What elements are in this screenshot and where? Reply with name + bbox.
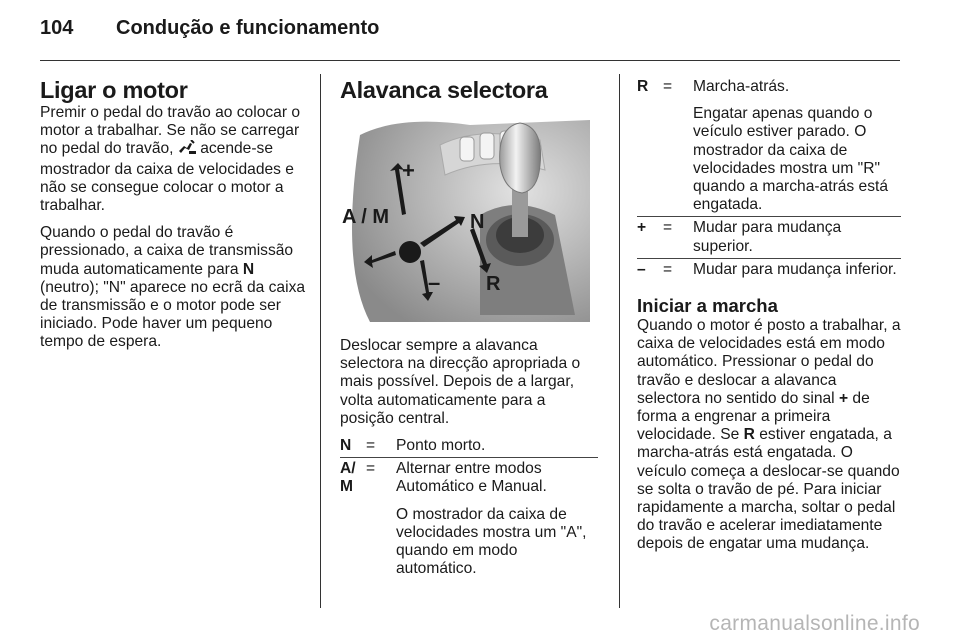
label-plus: + xyxy=(402,158,415,183)
definition-text: Mudar para mudança superior. xyxy=(693,219,842,255)
column-ligar-o-motor xyxy=(40,76,306,361)
paragraph-brake-warning xyxy=(40,104,306,215)
definition-list-n-am xyxy=(340,437,598,587)
paragraph-start-driving xyxy=(637,317,901,554)
definition-text: Mudar para mudança inferior. xyxy=(693,260,897,278)
definition-text: Marcha-atrás. xyxy=(693,78,790,95)
definition-text: Ponto morto. xyxy=(396,437,486,455)
text-run: Quando o motor é posto a trabalhar, a caixa de velocidades está em modo automático. Pressionar o pedal do travão e deslocar a alavanca selectora no sentido do sinal xyxy=(637,317,901,407)
definition-equals: = xyxy=(663,78,693,217)
definition-key: N xyxy=(340,437,366,458)
definition-list-r-plus-minus xyxy=(637,78,901,279)
definition-equals: = xyxy=(663,260,673,278)
text-run: estiver engatada, a marcha-atrás está engatada. O veículo começa a deslocar-se quando se solta o travão de pé. Para iniciar rapidamente a marcha, soltar o pedal do travão e acelerar imediatamente depois de engatar uma mudança. xyxy=(637,426,900,553)
definition-row-n xyxy=(340,437,598,458)
definition-equals: = xyxy=(366,460,376,478)
page-number: 104 xyxy=(40,17,74,39)
text-run: de forma a engrenar a primeira velocidade. Se xyxy=(637,389,870,444)
section-heading-alavanca-selectora: Alavanca selectora xyxy=(340,77,548,103)
label-minus: – xyxy=(428,270,441,295)
text-run: Quando o pedal do travão é pressionado, a caixa de transmissão muda automaticamente para xyxy=(40,224,294,278)
label-r: R xyxy=(486,273,501,295)
text-run: acende-se mostrador da caixa de velocidades e não se consegue colocar o motor a trabalhar. xyxy=(40,140,294,215)
definition-equals: = xyxy=(663,217,693,258)
column-divider-2 xyxy=(619,74,620,608)
watermark: carmanualsonline.info xyxy=(709,612,920,635)
definition-value xyxy=(396,437,598,458)
plus-sign: + xyxy=(838,389,849,407)
definition-value xyxy=(693,258,901,279)
label-n: N xyxy=(470,211,485,233)
label-a-m: A / M xyxy=(342,206,390,228)
definition-key: A/ M xyxy=(340,460,356,496)
definition-value xyxy=(396,458,598,588)
text-run: (neutro); "N" aparece no ecrã da caixa de transmissão e o motor pode ser iniciado. Pode haver um pequeno tempo de espera. xyxy=(40,278,306,351)
definition-key: – xyxy=(637,260,646,278)
gear-letter: N xyxy=(242,260,255,278)
gear-selector-illustration xyxy=(340,115,590,322)
definition-text: Alternar entre modos Automático e Manual. xyxy=(396,460,547,496)
definition-row-r xyxy=(637,78,901,217)
column-alavanca-selectora xyxy=(340,76,598,104)
definition-key: R xyxy=(637,78,663,217)
paragraph-neutral xyxy=(40,224,306,351)
definition-text: O mostrador da caixa de velocidades mostra um "A", quando em modo automático. xyxy=(396,505,587,578)
gear-letter: R xyxy=(743,426,755,444)
definition-value xyxy=(693,217,901,258)
section-heading-ligar-o-motor: Ligar o motor xyxy=(40,77,188,103)
header-rule xyxy=(40,60,900,61)
definition-row-a-m xyxy=(340,458,598,588)
chapter-title: Condução e funcionamento xyxy=(116,17,380,39)
definition-row-plus xyxy=(637,217,901,258)
definition-equals: = xyxy=(366,437,396,458)
definition-value xyxy=(693,78,901,217)
definition-text: Engatar apenas quando o veículo estiver parado. O mostrador da caixa de velocidades mostra um "R" quando a marcha-atrás está engatada. xyxy=(693,105,889,214)
column-alavanca-body xyxy=(340,337,598,587)
text-run: Premir o pedal do travão ao colocar o motor a trabalhar. Se não se carregar no pedal do travão, xyxy=(40,104,301,158)
column-divider-1 xyxy=(320,74,321,608)
paragraph-lever-usage: Deslocar sempre a alavanca selectora na direcção apropriada o mais possível. Depois de a largar, volta automaticamente para a posição central. xyxy=(340,337,581,427)
column-marcha xyxy=(637,78,901,563)
definition-key: + xyxy=(637,217,663,258)
section-heading-iniciar-a-marcha: Iniciar a marcha xyxy=(637,295,778,317)
definition-row-minus xyxy=(637,258,901,279)
foot-on-brake-pedal-icon xyxy=(178,140,196,160)
